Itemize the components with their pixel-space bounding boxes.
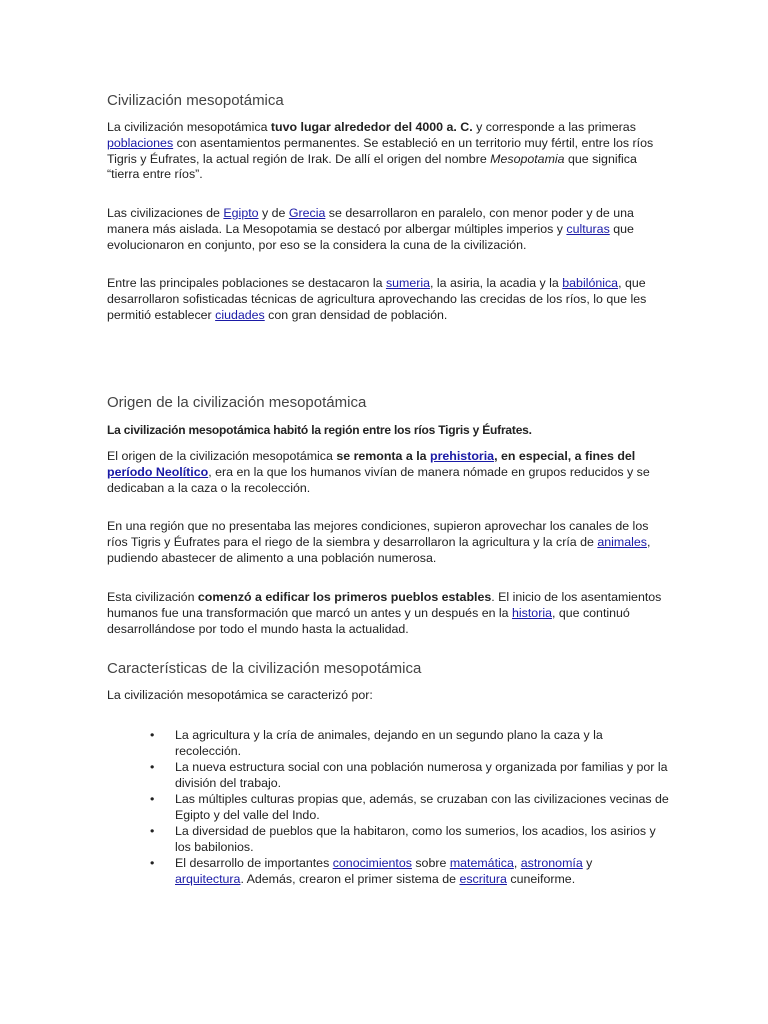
link-ciudades[interactable]: ciudades bbox=[215, 307, 265, 322]
bullet-icon: • bbox=[150, 760, 155, 774]
link-culturas[interactable]: culturas bbox=[566, 221, 610, 236]
link-egipto[interactable]: Egipto bbox=[223, 206, 259, 220]
bullet-icon: • bbox=[150, 824, 155, 838]
link-arquitectura[interactable]: arquitectura bbox=[175, 871, 241, 886]
text: que evolucionaron en conjunto, por eso se la considera la cuna de la civilización. bbox=[107, 221, 634, 252]
text: , era en la que los humanos vivían de manera nómade en grupos reducidos y se dedicaban a la caza o la recolección. bbox=[107, 464, 650, 495]
bullet-icon: • bbox=[150, 856, 155, 870]
text: y de bbox=[258, 206, 289, 220]
text: Esta civilización bbox=[107, 590, 198, 604]
list-item bbox=[150, 728, 670, 759]
link-conocimientos[interactable]: conocimientos bbox=[332, 856, 412, 870]
bold-text: comenzó a edificar los primeros pueblos estables bbox=[197, 590, 492, 604]
text: con gran densidad de población. bbox=[264, 307, 448, 322]
text: Las civilizaciones de bbox=[107, 206, 224, 220]
link-matematica[interactable]: matemática bbox=[449, 856, 514, 870]
list-item-text: La agricultura y la cría de animales, dejando en un segundo plano la caza y la recolección. bbox=[175, 728, 603, 758]
link-grecia[interactable]: Grecia bbox=[288, 206, 326, 220]
text: y corresponde a las primeras bbox=[472, 120, 636, 134]
bullet-icon: • bbox=[150, 728, 155, 742]
list-item-text: La nueva estructura social con una población numerosa y organizada por familias y por la división del trabajo. bbox=[175, 760, 668, 790]
section-title: Origen de la civilización mesopotámica bbox=[107, 394, 367, 411]
text: . El inicio de los asentamientos humanos fue una transformación que marcó un antes y un después en la bbox=[107, 590, 662, 620]
bullet-icon: • bbox=[150, 792, 155, 806]
section-title: Características de la civilización mesopotámica bbox=[107, 660, 422, 677]
text: La civilización mesopotámica bbox=[107, 120, 271, 134]
intro-text: La civilización mesopotámica se caracterizó por: bbox=[107, 688, 373, 702]
list-item-text: La diversidad de pueblos que la habitaron, como los sumerios, los acadios, los asirios y los babilonios. bbox=[175, 824, 656, 854]
text: con asentamientos permanentes. Se estableció en un territorio muy fértil, entre los ríos Tigris y Éufrates, la actual región de Irak. De allí el origen del nombre bbox=[107, 135, 654, 166]
bold-text: se remonta a la bbox=[336, 449, 431, 463]
link-periodo-neolitico[interactable]: período Neolítico bbox=[107, 464, 209, 479]
text: , que desarrollaron sofisticadas técnicas de agricultura aprovechando las crecidas de los ríos, lo que les permitió establecer bbox=[107, 276, 647, 322]
link-babilonica[interactable]: babilónica bbox=[562, 276, 619, 290]
text: , la asiria, la acadia y la bbox=[430, 276, 563, 290]
paragraph bbox=[107, 519, 667, 566]
link-escritura[interactable]: escritura bbox=[459, 871, 507, 886]
link-astronomia[interactable]: astronomía bbox=[520, 856, 583, 870]
paragraph bbox=[107, 590, 667, 637]
image-caption: La civilización mesopotámica habitó la región entre los ríos Tigris y Éufrates. bbox=[107, 423, 532, 437]
link-sumeria[interactable]: sumeria bbox=[385, 276, 431, 290]
list-item bbox=[150, 856, 635, 887]
text: El origen de la civilización mesopotámica bbox=[107, 449, 337, 463]
link-poblaciones[interactable]: poblaciones bbox=[107, 135, 174, 150]
text: . Además, crearon el primer sistema de bbox=[240, 871, 460, 886]
list-item bbox=[150, 824, 670, 855]
paragraph bbox=[107, 120, 667, 183]
list-item bbox=[150, 760, 670, 791]
text: , pudiendo abastecer de alimento a una población numerosa. bbox=[107, 534, 651, 565]
bold-text: , en especial, a fines del bbox=[494, 449, 636, 463]
list-item bbox=[150, 792, 670, 823]
bold-text: tuvo lugar alrededor del 4000 a. C. bbox=[270, 120, 473, 134]
text: que significa “tierra entre ríos”. bbox=[107, 151, 637, 182]
text: cuneiforme. bbox=[506, 871, 576, 886]
list-item-text: Las múltiples culturas propias que, además, se cruzaban con las civilizaciones vecinas de Egipto y del valle del Indo. bbox=[175, 792, 669, 822]
characteristics-list bbox=[150, 728, 670, 888]
link-historia[interactable]: historia bbox=[512, 605, 552, 620]
paragraph bbox=[107, 206, 667, 253]
text: sobre bbox=[411, 856, 450, 870]
paragraph bbox=[107, 449, 667, 496]
text: Entre las principales poblaciones se destacaron la bbox=[107, 276, 386, 290]
text: y bbox=[582, 856, 593, 870]
link-prehistoria[interactable]: prehistoria bbox=[430, 449, 495, 463]
text: En una región que no presentaba las mejores condiciones, supieron aprovechar los canales de los ríos Tigris y Éufrates para el riego de la siembra y desarrollaron la agricultura y la cría de bbox=[107, 519, 649, 549]
section-title: Civilización mesopotámica bbox=[107, 92, 284, 109]
text: , bbox=[513, 856, 521, 870]
italic-text: Mesopotamia bbox=[490, 151, 565, 166]
link-animales[interactable]: animales bbox=[597, 534, 647, 549]
list-item-text: El desarrollo de importantes bbox=[175, 856, 333, 870]
text: se desarrollaron en paralelo, con menor poder y de una manera más aislada. La Mesopotamia se destacó por albergar múltiples imperios y bbox=[107, 206, 634, 236]
text: , que continuó desarrollándose por todo el mundo hasta la actualidad. bbox=[107, 605, 630, 636]
paragraph bbox=[107, 276, 667, 323]
